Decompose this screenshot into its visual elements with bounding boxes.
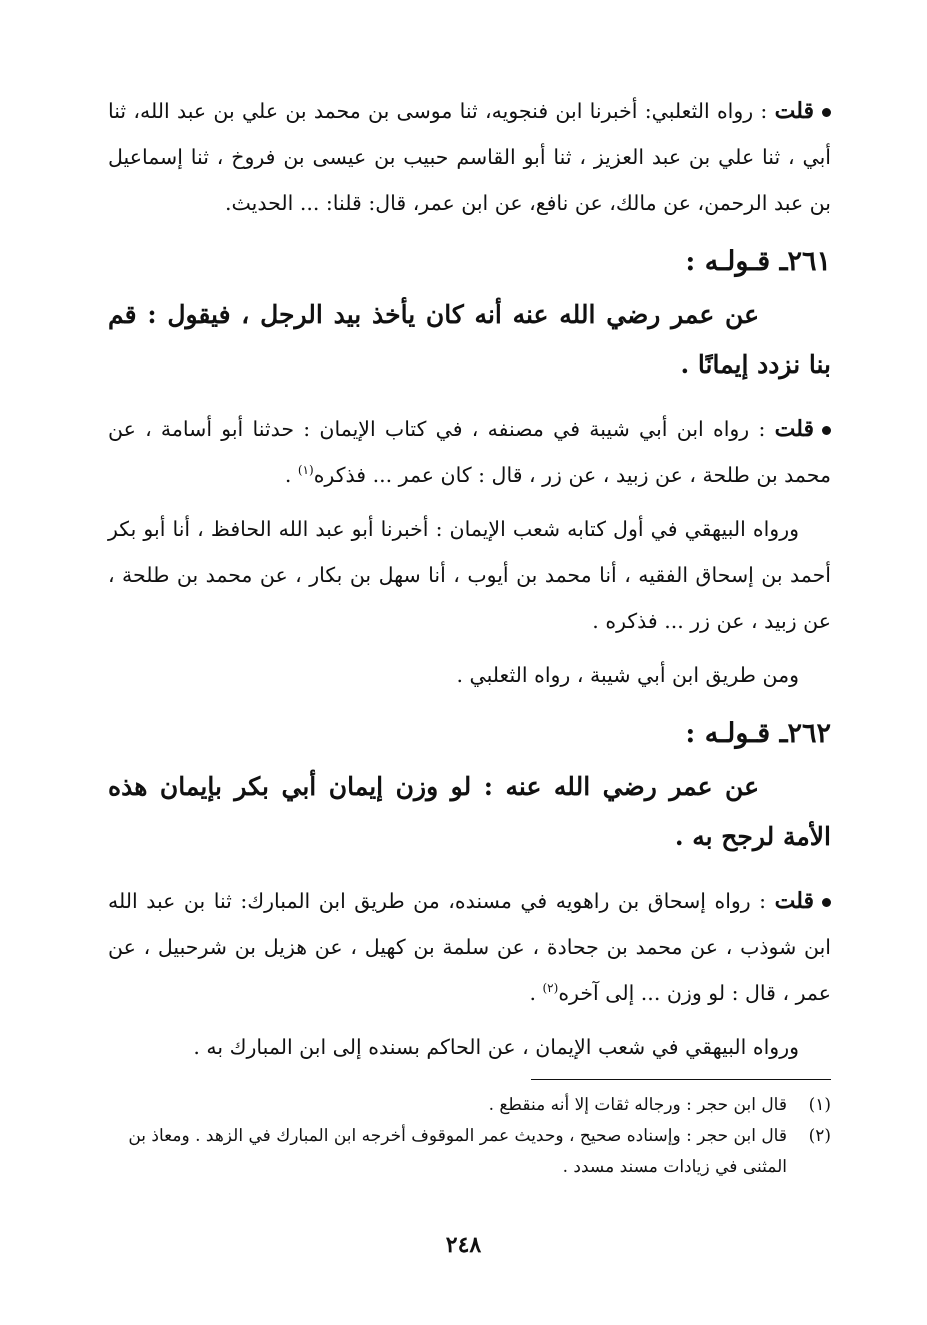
footnote-2 — [108, 1121, 831, 1183]
quoted-text-262: عن عمر رضي الله عنه : لو وزن إيمان أبي بكر بإيمان هذه الأمة لرجح به . — [108, 772, 831, 851]
paragraph-6: ورواه البيهقي في شعب الإيمان ، عن الحاكم بسنده إلى ابن المبارك به . — [193, 1035, 799, 1059]
paragraph-1 — [108, 88, 831, 226]
footnote-ref-1[interactable]: (١) — [297, 463, 314, 478]
bullet-icon — [822, 108, 831, 117]
footnotes — [108, 1090, 831, 1183]
footnote-number: (١) — [808, 1095, 831, 1115]
section-heading-262: ٢٦٢ـ قـولـه : — [685, 718, 831, 749]
footnote-text: قال ابن حجر : وإسناده صحيح ، وحديث عمر الموقوف أخرجه ابن المبارك في الزهد . ومعاذ بن المثنى في زيادات مسند مسدد . — [128, 1126, 787, 1177]
main-text-column — [108, 88, 831, 1078]
footnote-1 — [108, 1090, 831, 1121]
paragraph-tail: . — [284, 463, 298, 487]
qult-label: قلت — [774, 98, 814, 124]
paragraph-text: : رواه إسحاق بن راهويه في مسنده، من طريق ابن المبارك: ثنا بن عبد الله ابن شوذب ، عن محمد بن جحادة ، عن سلمة بن كهيل ، عن هزيل بن شرحبيل ، عن عمر ، قال : لو وزن ... إلى آخره — [108, 889, 831, 1005]
paragraph-text: : رواه ابن أبي شيبة في مصنفه ، في كتاب الإيمان : حدثنا أبو أسامة ، عن محمد بن طلحة ، عن زبيد ، عن زر ، قال : كان عمر ... فذكره — [108, 417, 831, 487]
footnote-number: (٢) — [808, 1126, 831, 1146]
section-heading-261: ٢٦١ـ قـولـه : — [685, 246, 831, 277]
bullet-icon — [822, 426, 831, 435]
qult-label: قلت — [774, 888, 814, 914]
paragraph-4: ومن طريق ابن أبي شيبة ، رواه الثعلبي . — [456, 663, 799, 687]
footnote-text: قال ابن حجر : ورجاله ثقات إلا أنه منقطع . — [488, 1095, 787, 1115]
bullet-icon — [822, 898, 831, 907]
quoted-text-261: عن عمر رضي الله عنه أنه كان يأخذ بيد الرجل ، فيقول : قم بنا نزدد إيمانًا . — [108, 300, 831, 379]
paragraph-3: ورواه البيهقي في أول كتابه شعب الإيمان : أخبرنا أبو عبد الله الحافظ ، أنا أبو بكر أحمد بن إسحاق الفقيه ، أنا محمد بن أيوب ، أنا سهل بن بكار ، عن محمد بن طلحة ، عن زبيد ، عن زر ... فذكره . — [108, 517, 831, 633]
footnote-divider — [531, 1079, 831, 1080]
paragraph-2 — [108, 406, 831, 498]
page-number: ٢٤٨ — [445, 1232, 482, 1258]
qult-label: قلت — [774, 416, 814, 442]
footnote-ref-2[interactable]: (٢) — [542, 981, 559, 996]
paragraph-5 — [108, 878, 831, 1016]
paragraph-text: : رواه الثعلبي: أخبرنا ابن فنجويه، ثنا موسى بن محمد بن علي بن عبد الله، ثنا أبي ، ثنا علي بن عبد العزيز ، ثنا أبو القاسم حبيب بن عيسى بن فروخ ، ثنا إسماعيل بن عبد الرحمن، عن مالك، عن نافع، عن ابن عمر، قال: قلنا: ... الحديث. — [108, 99, 831, 215]
paragraph-tail: . — [529, 981, 543, 1005]
